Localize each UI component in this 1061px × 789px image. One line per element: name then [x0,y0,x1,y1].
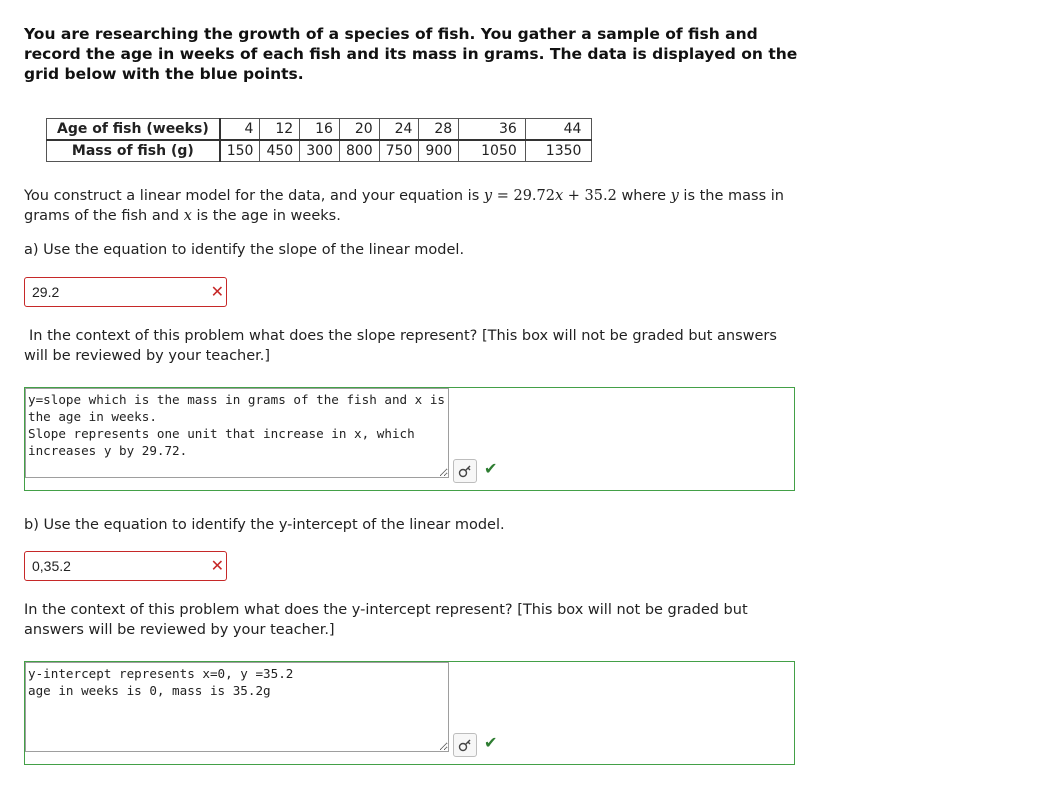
model-text-mid3: is the age in weeks. [191,208,341,224]
age-cell: 44 [525,119,592,141]
age-cell: 24 [379,119,419,141]
mass-cell: 800 [339,140,379,162]
model-description [24,186,804,226]
mass-cell: 900 [419,140,459,162]
table-row-mass [47,140,592,162]
check-mark-icon: ✔ [484,459,498,478]
age-cell: 4 [220,119,260,141]
check-mark-icon: ✔ [484,733,498,752]
table-row-age [47,119,592,141]
age-cell: 12 [260,119,300,141]
mass-cell: 300 [300,140,340,162]
mass-cell: 1050 [459,140,526,162]
model-text-pre: You construct a linear model for the data, and your equation is [24,188,480,204]
slope-essay-frame [24,387,795,491]
intercept-input[interactable] [32,558,202,574]
age-header: Age of fish (weeks) [47,119,220,141]
intercept-essay-frame [24,661,795,765]
x-mark-icon: ✕ [210,556,224,575]
question-a: a) Use the equation to identify the slope of the linear model. [24,242,465,258]
age-cell: 28 [419,119,459,141]
question-b-context: In the context of this problem what does the y-intercept represent? [This box will not be graded but answers will be reviewed by your teacher.] [24,602,748,638]
eq-intercept: 35.2 [584,188,617,204]
data-table [46,118,592,162]
var-x: x [183,208,192,224]
x-mark-icon: ✕ [210,282,224,301]
problem-intro: You are researching the growth of a species of fish. You gather a sample of fish and record the age in weeks of each fish and its mass in grams. The data is displayed on the grid below with the blue points. [24,25,798,83]
eq-slope: 29.72 [513,188,555,204]
eq-plus: + [563,188,585,204]
mass-cell: 750 [379,140,419,162]
slope-essay-textarea[interactable] [25,388,449,478]
eq-y: y [483,188,493,204]
question-a-context: In the context of this problem what does the slope represent? [This box will not be graded but answers will be reviewed by your teacher.] [24,328,777,364]
age-cell: 16 [300,119,340,141]
mass-cell: 1350 [525,140,592,162]
eq-equals: = [492,188,514,204]
slope-input[interactable] [32,284,202,300]
age-cell: 36 [459,119,526,141]
var-y: y [670,188,679,204]
key-icon[interactable] [453,733,477,757]
key-icon[interactable] [453,459,477,483]
slope-answer-box [24,277,227,307]
model-equation [484,188,617,204]
mass-header: Mass of fish (g) [47,140,220,162]
mass-cell: 450 [260,140,300,162]
model-text-mid1: where [616,188,671,204]
eq-x: x [554,188,564,204]
intercept-essay-textarea[interactable] [25,662,449,752]
model-text-mid2: is the mass in grams of the fish and [24,188,784,224]
intercept-answer-box [24,551,227,581]
question-b: b) Use the equation to identify the y-intercept of the linear model. [24,517,505,533]
mass-cell: 150 [220,140,260,162]
age-cell: 20 [339,119,379,141]
